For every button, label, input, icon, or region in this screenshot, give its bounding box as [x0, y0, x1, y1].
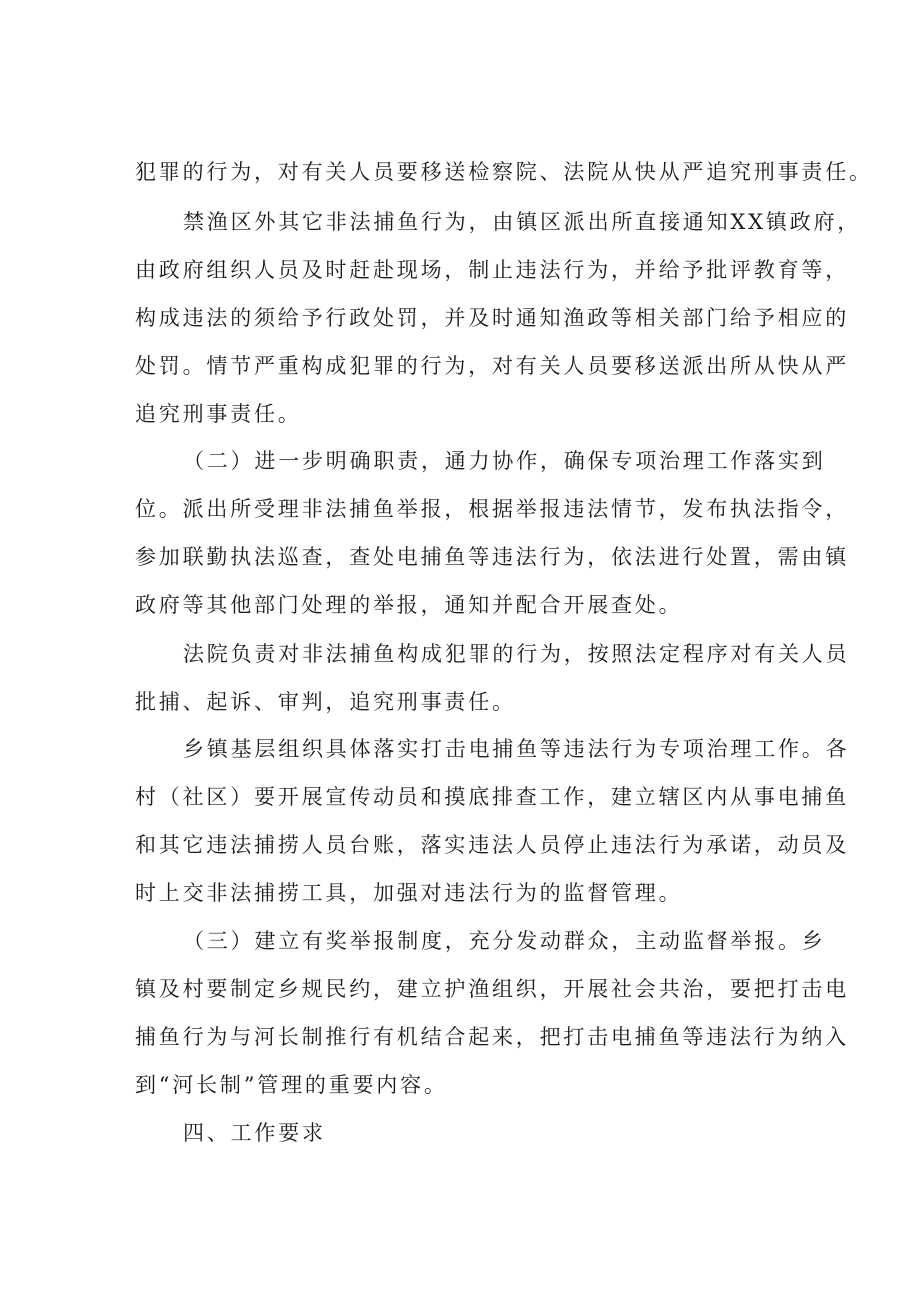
text-line-16: 时上交非法捕捞工具，加强对违法行为的监督管理。 [135, 881, 683, 905]
text-line-8: 位。派出所受理非法捕鱼举报，根据举报违法情节，发布执法指令， [135, 497, 849, 521]
text-line-1: 犯罪的行为，对有关人员要移送检察院、法院从快从严追究刑事责任。 [135, 160, 873, 184]
text-line-2: 禁渔区外其它非法捕鱼行为，由镇区派出所直接通知XX镇政府， [183, 210, 862, 234]
text-line-17: （三）建立有奖举报制度，充分发动群众，主动监督举报。乡 [183, 929, 826, 953]
text-line-11: 法院负责对非法捕鱼构成犯罪的行为，按照法定程序对有关人员 [183, 642, 850, 666]
text-line-15: 和其它违法捕捞人员台账，落实违法人员停止违法行为承诺，动员及 [135, 833, 849, 857]
text-line-10: 政府等其他部门处理的举报，通知并配合开展查处。 [135, 593, 683, 617]
text-line-20: 到“河长制”管理的重要内容。 [135, 1073, 448, 1097]
text-line-9: 参加联勤执法巡查，查处电捕鱼等违法行为，依法进行处置，需由镇 [135, 545, 849, 569]
text-line-19: 捕鱼行为与河长制推行有机结合起来，把打击电捕鱼等违法行为纳入 [135, 1025, 849, 1049]
text-line-12: 批捕、起诉、审判，追究刑事责任。 [135, 690, 516, 714]
text-line-3: 由政府组织人员及时赶赴现场，制止违法行为，并给予批评教育等， [135, 258, 849, 282]
text-line-14: 村（社区）要开展宣传动员和摸底排查工作，建立辖区内从事电捕鱼 [135, 785, 849, 809]
text-line-4: 构成违法的须给予行政处罚，并及时通知渔政等相关部门给予相应的 [135, 306, 849, 330]
text-line-5: 处罚。情节严重构成犯罪的行为，对有关人员要移送派出所从快从严 [135, 354, 849, 378]
text-line-7: （二）进一步明确职责，通力协作，确保专项治理工作落实到 [183, 449, 826, 473]
text-line-18: 镇及村要制定乡规民约，建立护渔组织，开展社会共治，要把打击电 [135, 977, 849, 1001]
text-line-6: 追究刑事责任。 [135, 402, 302, 426]
text-line-13: 乡镇基层组织具体落实打击电捕鱼等违法行为专项治理工作。各 [183, 737, 850, 761]
section-heading: 四、工作要求 [183, 1121, 326, 1145]
